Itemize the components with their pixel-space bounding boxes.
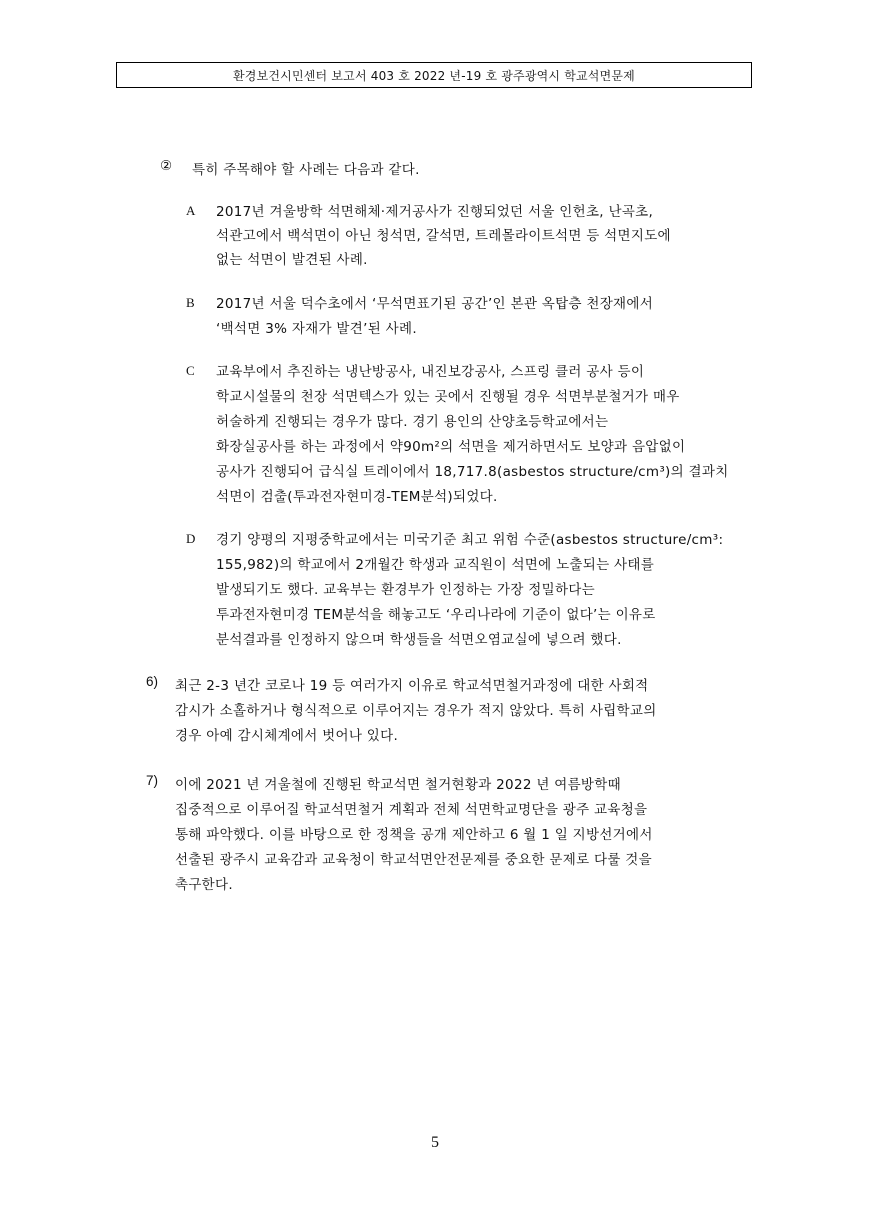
case-a-line: 없는 석면이 발견된 사례. xyxy=(216,252,368,268)
case-a-line: 석관고에서 백석면이 아닌 청석면, 갈석면, 트레몰라이트석면 등 석면지도에 xyxy=(216,228,671,244)
item-7-line: 촉구한다. xyxy=(175,877,233,893)
intro-marker: ② xyxy=(160,158,173,174)
item-6-line: 경우 아예 감시체계에서 벗어나 있다. xyxy=(175,728,399,744)
item-6-number: 6) xyxy=(146,674,159,689)
case-c-line: 허술하게 진행되는 경우가 많다. 경기 용인의 산양초등학교에서는 xyxy=(216,414,609,430)
case-d-line: 분석결과를 인정하지 않으며 학생들을 석면오염교실에 넣으려 했다. xyxy=(216,632,622,648)
item-6-line: 감시가 소홀하거나 형식적으로 이루어지는 경우가 적지 않았다. 특히 사립학교의 xyxy=(175,703,657,719)
case-c-line: 석면이 검출(투과전자현미경-TEM분석)되었다. xyxy=(216,489,498,505)
item-7-number: 7) xyxy=(146,773,159,788)
case-a-line: 2017년 겨울방학 석면해체·제거공사가 진행되었던 서울 인헌초, 난곡초, xyxy=(216,204,654,220)
case-c-line: 학교시설물의 천장 석면텍스가 있는 곳에서 진행될 경우 석면부분철거가 매우 xyxy=(216,389,680,405)
page-number: 5 xyxy=(431,1134,439,1151)
report-header xyxy=(116,62,752,88)
case-b-line: 2017년 서울 덕수초에서 ‘무석면표기된 공간’인 본관 옥탑층 천장재에서 xyxy=(216,296,654,312)
item-7-line: 선출된 광주시 교육감과 교육청이 학교석면안전문제를 중요한 문제로 다룰 것을 xyxy=(175,852,652,868)
case-d-line: 155,982)의 학교에서 2개월간 학생과 교직원이 석면에 노출되는 사태를 xyxy=(216,557,655,573)
case-c-line: 공사가 진행되어 급식실 트레이에서 18,717.8(asbestos structure/cm³)의 결과치 xyxy=(216,464,729,480)
case-b-label: B xyxy=(186,295,195,310)
report-header-title: 환경보건시민센터 보고서 403 호 2022 년-19 호 광주광역시 학교석면문제 xyxy=(233,68,635,83)
case-c-label: C xyxy=(186,363,195,378)
case-d-line: 발생되기도 했다. 교육부는 환경부가 인정하는 가장 정밀하다는 xyxy=(216,582,596,598)
item-6-line: 최근 2-3 년간 코로나 19 등 여러가지 이유로 학교석면철거과정에 대한 사회적 xyxy=(175,678,649,694)
case-c-line: 화장실공사를 하는 과정에서 약90m²의 석면을 제거하면서도 보양과 음압없이 xyxy=(216,439,686,455)
case-a-label: A xyxy=(186,203,196,218)
intro-text: 특히 주목해야 할 사례는 다음과 같다. xyxy=(192,162,420,178)
item-7-line: 집중적으로 이루어질 학교석면철거 계획과 전체 석면학교명단을 광주 교육청을 xyxy=(175,802,648,818)
case-d-line: 투과전자현미경 TEM분석을 해놓고도 ‘우리나라에 기준이 없다’는 이유로 xyxy=(216,607,656,623)
item-7-line: 통해 파악했다. 이를 바탕으로 한 정책을 공개 제안하고 6 월 1 일 지방선거에서 xyxy=(175,827,653,843)
case-c-line: 교육부에서 추진하는 냉난방공사, 내진보강공사, 스프링 클러 공사 등이 xyxy=(216,364,645,380)
item-7-line: 이에 2021 년 겨울철에 진행된 학교석면 철거현황과 2022 년 여름방학때 xyxy=(175,777,621,793)
case-d-line: 경기 양평의 지평중학교에서는 미국기준 최고 위험 수준(asbestos structure/cm³: xyxy=(216,532,724,548)
case-b-line: ‘백석면 3% 자재가 발견’된 사례. xyxy=(216,321,417,337)
case-d-label: D xyxy=(186,531,196,546)
